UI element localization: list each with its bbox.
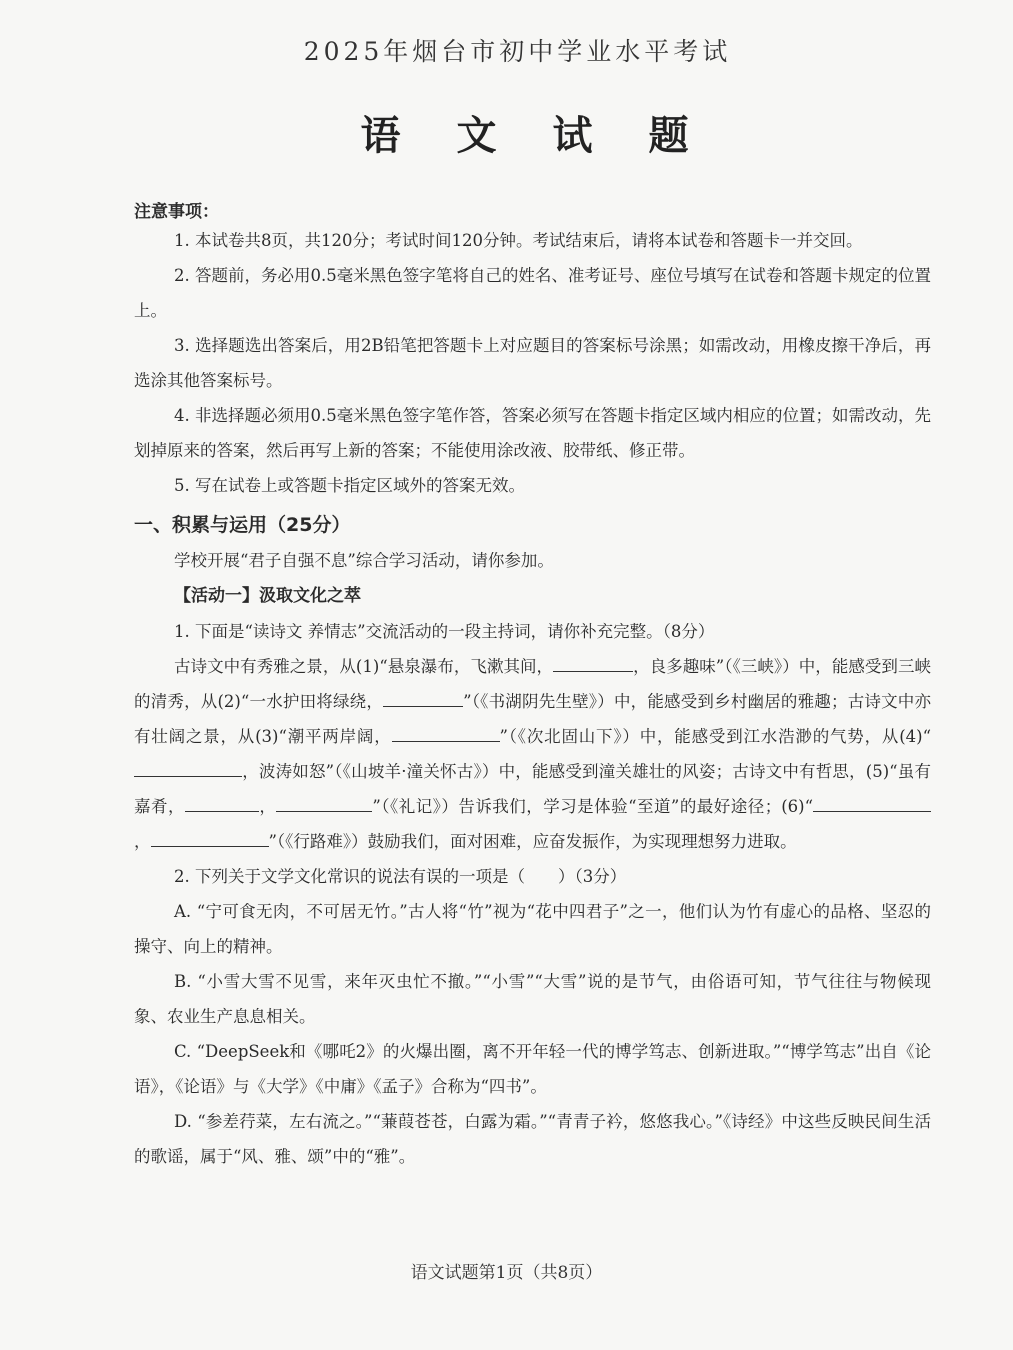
answer-blank-6a[interactable]: [813, 793, 931, 812]
exam-title: 语文试题: [360, 112, 745, 159]
answer-blank-6b[interactable]: [151, 828, 269, 847]
question-1-stem: 1. 下面是“读诗文 养情志”交流活动的一段主持词，请你补充完整。（8分）: [174, 622, 715, 641]
passage-text: ”（《次北固山下》）中，能感受到江水浩渺的气势，从(4)“: [499, 727, 932, 746]
passage-text: ，: [134, 832, 151, 851]
answer-blank-3[interactable]: [392, 723, 500, 742]
passage-text: ”（《行路难》）鼓励我们，面对困难，应奋发振作，为实现理想努力进取。: [268, 832, 797, 851]
passage-text: ，良多趣味”（《三峡》）中，能感受到三峡的清秀，从(2)“一水护田将绿绕，: [134, 657, 931, 711]
notice-item: 5. 写在试卷上或答题卡指定区域外的答案无效。: [174, 476, 525, 495]
notice-item: 2. 答题前，务必用0.5毫米黑色签字笔将自己的姓名、准考证号、座位号填写在试卷和答题卡规定的位置上。: [134, 266, 931, 320]
passage-text: ，波涛如怒”（《山坡羊·潼关怀古》）中，能感受到潼关雄壮的风姿；古诗文中有哲思，(5)“虽有嘉肴，: [134, 762, 931, 816]
answer-blank-5b[interactable]: [276, 793, 372, 812]
passage-text: ，: [258, 797, 277, 816]
question-2-stem: 2. 下列关于文学文化常识的说法有误的一项是（ ）（3分）: [174, 867, 627, 886]
option-a: A. “宁可食无肉，不可居无竹。”古人将“竹”视为“花中四君子”之一，他们认为竹有虚心的品格、坚忍的操守、向上的精神。: [134, 902, 931, 956]
option-b: B. “小雪大雪不见雪，来年灭虫忙不撤。”“小雪”“大雪”说的是节气，由俗语可知，节气往往与物候现象、农业生产息息相关。: [134, 972, 931, 1026]
exam-subtitle: 2025年烟台市初中学业水平考试: [303, 37, 732, 66]
answer-blank-4[interactable]: [134, 758, 242, 777]
passage-text: 古诗文中有秀雅之景，从(1)“悬泉瀑布，飞漱其间，: [174, 657, 554, 676]
page-footer: 语文试题第1页（共8页）: [410, 1263, 603, 1283]
option-d: D. “参差荇菜，左右流之。”“蒹葭苍苍，白露为霜。”“青青子衿，悠悠我心。”《诗经》中这些反映民间生活的歌谣，属于“风、雅、颂”中的“雅”。: [134, 1112, 931, 1166]
section-heading: 一、积累与运用（25分）: [134, 514, 351, 536]
passage-text: ”（《书湖阴先生壁》）中，能感受到乡村幽居的雅趣；古诗文中亦有壮阔之景，从(3)“潮平两岸阔，: [134, 692, 931, 746]
passage-text: ”（《礼记》）告诉我们，学习是体验“至道”的最好途径；(6)“: [372, 797, 814, 816]
answer-blank-5a[interactable]: [185, 793, 259, 812]
option-c: C. “DeepSeek和《哪吒2》的火爆出圈，离不开年轻一代的博学笃志、创新进取。”“博学笃志”出自《论语》，《论语》与《大学》《中庸》《孟子》合称为“四书”。: [134, 1042, 931, 1096]
question-1-passage: [134, 649, 931, 859]
notice-heading: 注意事项：: [134, 202, 219, 222]
activity-heading: 【活动一】汲取文化之萃: [174, 586, 361, 606]
section-intro: 学校开展“君子自强不息”综合学习活动，请你参加。: [174, 551, 554, 570]
notice-item: 1. 本试卷共8页，共120分；考试时间120分钟。考试结束后，请将本试卷和答题卡一并交回。: [174, 231, 863, 250]
answer-blank-2[interactable]: [383, 688, 463, 707]
notice-item: 4. 非选择题必须用0.5毫米黑色签字笔作答，答案必须写在答题卡指定区域内相应的位置；如需改动，先划掉原来的答案，然后再写上新的答案；不能使用涂改液、胶带纸、修正带。: [134, 406, 931, 460]
notice-item: 3. 选择题选出答案后，用2B铅笔把答题卡上对应题目的答案标号涂黑；如需改动，用橡皮擦干净后，再选涂其他答案标号。: [134, 336, 931, 390]
answer-blank-1[interactable]: [553, 653, 633, 672]
